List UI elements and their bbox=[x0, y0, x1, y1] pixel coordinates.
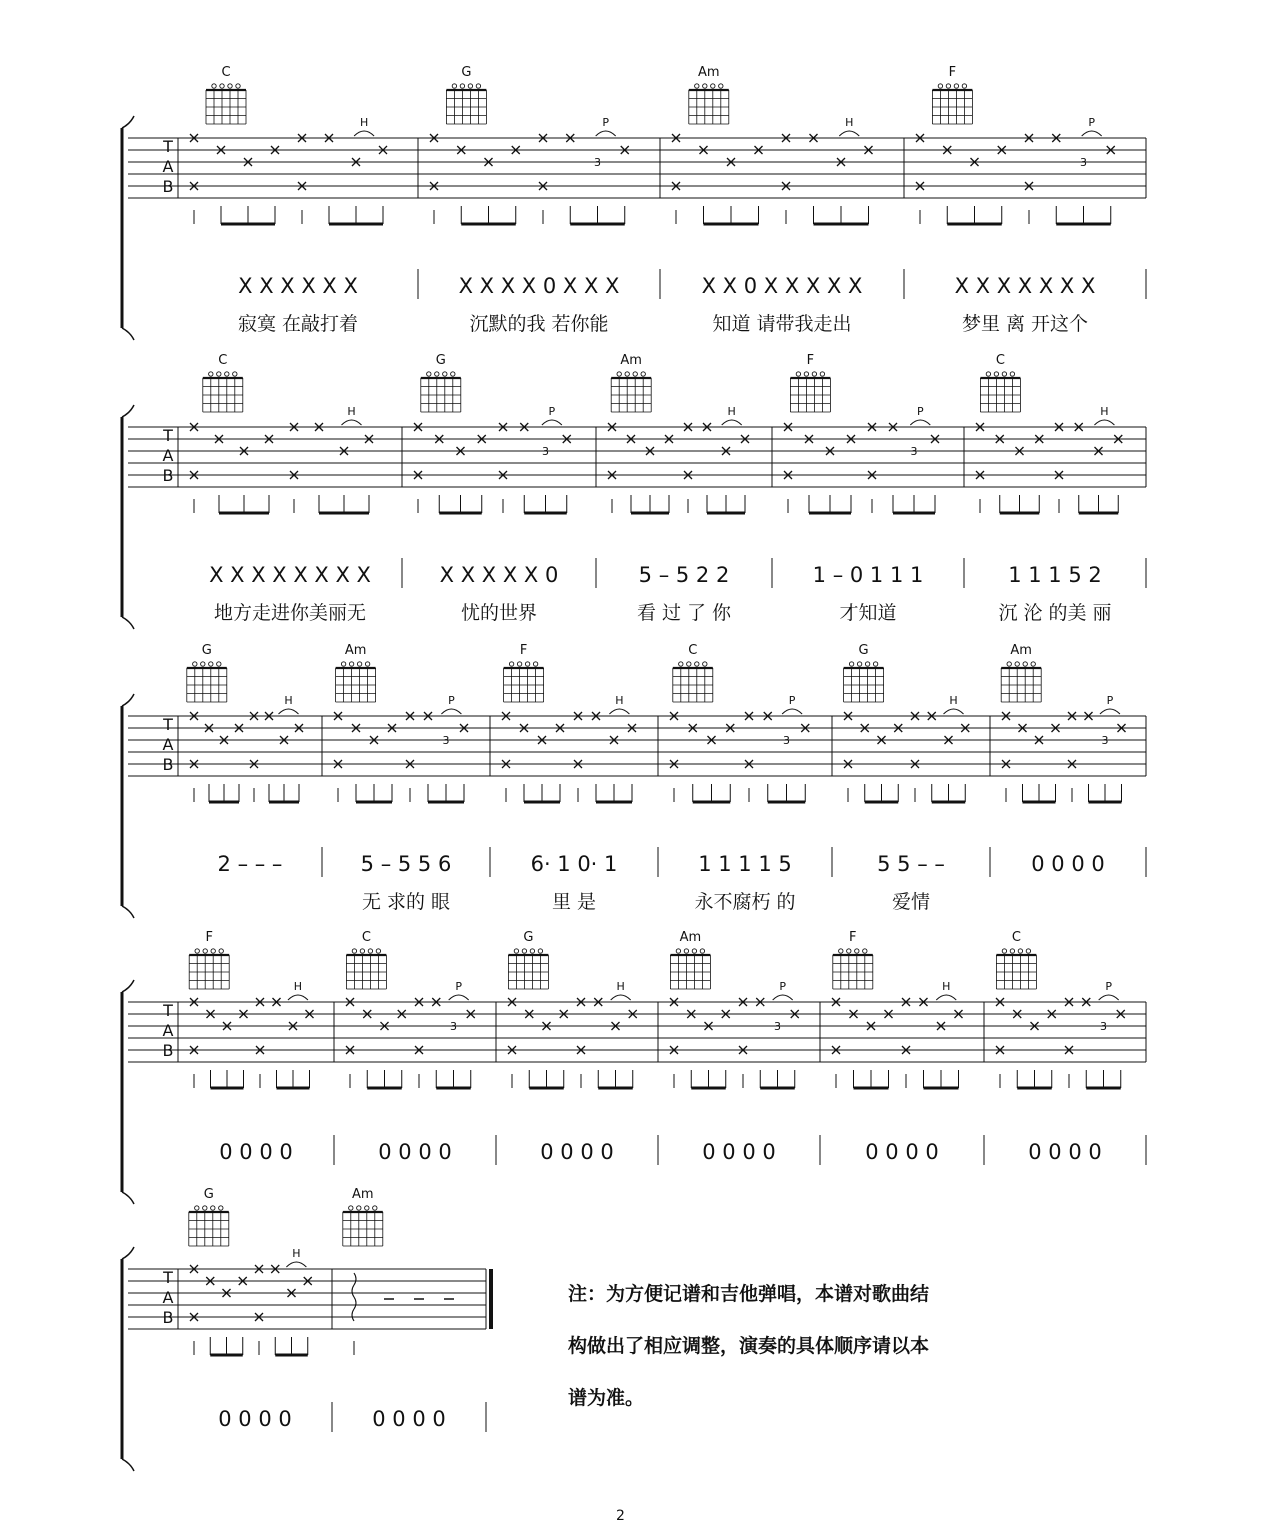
system-2-measure-5-technique: H bbox=[1100, 405, 1109, 418]
system-4-measure-3-chord-open-string bbox=[514, 949, 518, 953]
system-2-measure-1-technique: H bbox=[347, 405, 356, 418]
system-5-measure-1-chord-label: G bbox=[203, 1187, 214, 1202]
system-3-measure-4-technique: P bbox=[788, 694, 796, 707]
system-4-measure-1-chord-open-string bbox=[211, 949, 215, 953]
system-3-measure-1-chord-open-string bbox=[201, 662, 205, 666]
system-1-measure-4-chord-open-string bbox=[962, 84, 966, 88]
system-4-measure-1-chord-open-string bbox=[219, 949, 223, 953]
system-5-tab-clef-b: B bbox=[162, 1308, 174, 1327]
system-2-measure-4-chord-open-string bbox=[804, 372, 808, 376]
system-5-measure-2-arpeggio bbox=[352, 1273, 356, 1321]
system-2-measure-4-chord-open-string bbox=[796, 372, 800, 376]
system-3-measure-1-technique-arc bbox=[279, 709, 299, 714]
system-3-measure-3-lyrics: 里 是 bbox=[551, 891, 597, 913]
system-5-measure-2-chord-label: Am bbox=[352, 1187, 374, 1202]
system-2-measure-2-chord-open-string bbox=[427, 372, 431, 376]
system-1-measure-2-chord-open-string bbox=[460, 84, 464, 88]
system-3-tab-clef-t: T bbox=[163, 715, 173, 734]
system-3-measure-5-numbered: 5 5 – – bbox=[877, 852, 945, 876]
system-3-measure-2-chord-label: Am bbox=[344, 643, 367, 658]
system-1-measure-3-chord-open-string bbox=[719, 84, 723, 88]
system-3-measure-1-technique: H bbox=[284, 694, 293, 707]
system-4-measure-6-fret-number: 3 bbox=[1100, 1020, 1107, 1033]
system-1-measure-2-chord-open-string bbox=[468, 84, 472, 88]
system-2-tab-clef-b: B bbox=[162, 466, 174, 485]
system-2-measure-3-chord-open-string bbox=[625, 372, 629, 376]
system-5-tab-clef-t: T bbox=[163, 1268, 173, 1287]
system-3-measure-4-chord-open-string bbox=[703, 662, 707, 666]
system-1-tab-clef-t: T bbox=[163, 137, 173, 156]
system-1-measure-2-chord-label: G bbox=[461, 65, 472, 80]
system-3-measure-3-technique-arc bbox=[609, 709, 629, 714]
system-4-tab-clef-t: T bbox=[163, 1001, 173, 1020]
system-2-measure-5-technique-arc bbox=[1094, 420, 1114, 425]
system-4-measure-1-chord-open-string bbox=[203, 949, 207, 953]
system-2-measure-1-chord-open-string bbox=[209, 372, 213, 376]
system-4-measure-5-chord-open-string bbox=[839, 949, 843, 953]
system-4-measure-6-chord-open-string bbox=[1010, 949, 1014, 953]
system-5-measure-1-chord-open-string bbox=[219, 1206, 223, 1210]
system-3-measure-3-chord-open-string bbox=[517, 662, 521, 666]
note-line-3: 谱为准。 bbox=[568, 1387, 645, 1409]
system-4-measure-2-chord-open-string bbox=[360, 949, 364, 953]
system-3-measure-3-chord-open-string bbox=[525, 662, 529, 666]
system-3-measure-1-chord-open-string bbox=[217, 662, 221, 666]
system-1-tab-clef-a: A bbox=[162, 157, 174, 176]
system-3-measure-3-chord-open-string bbox=[533, 662, 537, 666]
system-4-measure-2-chord-label: C bbox=[361, 930, 371, 945]
system-1-measure-4-numbered: X X X X X X X bbox=[954, 274, 1096, 298]
system-2-measure-2-lyrics: 忧的世界 bbox=[460, 602, 538, 624]
system-4-measure-3-chord-open-string bbox=[538, 949, 542, 953]
system-1-measure-3-technique-arc bbox=[839, 131, 859, 136]
system-4-measure-6-numbered: 0 0 0 0 bbox=[1028, 1140, 1102, 1164]
system-1-measure-4-chord-label: F bbox=[948, 65, 957, 80]
system-2-measure-3-chord-open-string bbox=[641, 372, 645, 376]
system-2-measure-5-chord-open-string bbox=[1002, 372, 1006, 376]
system-4-measure-3-chord-open-string bbox=[530, 949, 534, 953]
system-3-measure-5-chord-label: G bbox=[858, 643, 869, 658]
system-2-measure-4-fret-number: 3 bbox=[910, 445, 918, 458]
system-2-measure-5-numbered: 1 1 1 5 2 bbox=[1008, 563, 1102, 587]
system-3-measure-5-chord-open-string bbox=[873, 662, 877, 666]
system-3-bracket-bottom bbox=[122, 906, 134, 918]
system-3-measure-3-chord-label: F bbox=[519, 643, 528, 658]
system-1-measure-2-chord-open-string bbox=[452, 84, 456, 88]
system-1-measure-2-technique: P bbox=[602, 116, 609, 129]
system-2-measure-2-chord-open-string bbox=[451, 372, 455, 376]
system-3-measure-4-chord-open-string bbox=[695, 662, 699, 666]
system-4-measure-1-numbered: 0 0 0 0 bbox=[219, 1140, 293, 1164]
note-line-1: 注：为方便记谱和吉他弹唱，本谱对歌曲结 bbox=[568, 1283, 930, 1305]
system-4-measure-2-chord-open-string bbox=[352, 949, 356, 953]
system-1-measure-3-chord-open-string bbox=[703, 84, 707, 88]
system-3-measure-1-chord-label: G bbox=[201, 643, 212, 658]
system-4-measure-3-numbered: 0 0 0 0 bbox=[540, 1140, 614, 1164]
system-4-measure-6-chord-open-string bbox=[1002, 949, 1006, 953]
system-2-measure-5-lyrics: 沉 沦 的美 丽 bbox=[998, 602, 1112, 624]
system-2-bracket-bottom bbox=[122, 617, 134, 629]
system-2-measure-2-chord-open-string bbox=[435, 372, 439, 376]
system-1-measure-1-lyrics: 寂寞 在敲打着 bbox=[237, 313, 359, 335]
system-4-measure-1-chord-open-string bbox=[195, 949, 199, 953]
system-2-measure-4-technique-arc bbox=[910, 420, 930, 425]
system-4-measure-2-chord-open-string bbox=[376, 949, 380, 953]
system-1-measure-1-chord-open-string bbox=[236, 84, 240, 88]
system-3-measure-6-chord-label: Am bbox=[1010, 643, 1032, 658]
system-1-measure-2-fret-number: 3 bbox=[594, 156, 601, 169]
system-1-measure-1-chord-open-string bbox=[212, 84, 216, 88]
system-3-measure-6-fret-number: 3 bbox=[1101, 734, 1109, 747]
system-3-measure-2-lyrics: 无 求的 眼 bbox=[361, 891, 451, 913]
system-2-measure-2-technique: P bbox=[548, 405, 556, 418]
system-2-measure-5-chord-open-string bbox=[1010, 372, 1014, 376]
system-4-measure-4-chord-open-string bbox=[692, 949, 696, 953]
system-3-measure-2-chord-open-string bbox=[349, 662, 353, 666]
system-3-measure-6-chord-open-string bbox=[1007, 662, 1011, 666]
system-2-measure-1-chord-open-string bbox=[217, 372, 221, 376]
system-2-measure-3-numbered: 5 – 5 2 2 bbox=[638, 563, 730, 587]
system-3-measure-2-chord-open-string bbox=[357, 662, 361, 666]
system-3-measure-5-chord-open-string bbox=[865, 662, 869, 666]
system-2-measure-3-chord-open-string bbox=[633, 372, 637, 376]
system-3-measure-4-technique-arc bbox=[782, 709, 802, 714]
system-3-measure-6-numbered: 0 0 0 0 bbox=[1031, 852, 1105, 876]
system-4-measure-1-technique: H bbox=[293, 980, 303, 993]
system-2-measure-4-chord-label: F bbox=[806, 353, 815, 368]
system-2-tab-clef-a: A bbox=[162, 446, 174, 465]
system-5-measure-1-numbered: 0 0 0 0 bbox=[218, 1407, 292, 1431]
system-3-measure-2-numbered: 5 – 5 5 6 bbox=[360, 852, 452, 876]
system-3-measure-1-chord-open-string bbox=[209, 662, 213, 666]
system-4-measure-2-technique-arc bbox=[449, 995, 469, 1000]
system-3-measure-6-chord-open-string bbox=[1031, 662, 1035, 666]
system-4-measure-5-chord-label: F bbox=[849, 930, 857, 945]
system-1-tab-clef-b: B bbox=[162, 177, 174, 196]
system-4-measure-2-technique: P bbox=[455, 980, 462, 993]
system-3-measure-2-fret-number: 3 bbox=[442, 734, 450, 747]
system-2-measure-4-lyrics: 才知道 bbox=[839, 602, 897, 624]
system-4-measure-4-chord-open-string bbox=[700, 949, 704, 953]
system-3-measure-4-lyrics: 永不腐朽 的 bbox=[694, 891, 796, 913]
system-3-measure-2-chord-open-string bbox=[341, 662, 345, 666]
system-1-measure-4-technique: P bbox=[1088, 116, 1095, 129]
system-4-measure-4-chord-open-string bbox=[684, 949, 688, 953]
system-3-tab-clef-b: B bbox=[162, 755, 174, 774]
system-4-bracket-bottom bbox=[122, 1192, 134, 1204]
system-3-tab-clef-a: A bbox=[162, 735, 174, 754]
system-1-measure-2-chord-open-string bbox=[476, 84, 480, 88]
system-3-measure-6-chord-open-string bbox=[1015, 662, 1019, 666]
system-2-measure-5-chord-open-string bbox=[994, 372, 998, 376]
system-1-measure-1-chord-open-string bbox=[220, 84, 224, 88]
system-4-measure-4-fret-number: 3 bbox=[774, 1020, 781, 1033]
system-5-measure-1-chord-open-string bbox=[195, 1206, 199, 1210]
system-5-measure-1-technique-arc bbox=[286, 1262, 306, 1267]
system-3-measure-5-technique-arc bbox=[944, 709, 964, 714]
system-4-measure-6-chord-open-string bbox=[1018, 949, 1022, 953]
system-4-measure-4-numbered: 0 0 0 0 bbox=[702, 1140, 776, 1164]
system-4-measure-5-chord-open-string bbox=[847, 949, 851, 953]
system-4-tab-clef-a: A bbox=[162, 1021, 174, 1040]
system-1-measure-1-numbered: X X X X X X bbox=[238, 274, 358, 298]
system-1-measure-3-chord-label: Am bbox=[698, 65, 720, 80]
system-3-measure-4-chord-open-string bbox=[687, 662, 691, 666]
system-2-bracket-top bbox=[122, 405, 134, 417]
system-2-measure-2-numbered: X X X X X 0 bbox=[439, 563, 559, 587]
system-3-measure-1-chord-open-string bbox=[193, 662, 197, 666]
system-1-measure-4-chord-open-string bbox=[946, 84, 950, 88]
system-1-measure-4-fret-number: 3 bbox=[1080, 156, 1087, 169]
system-1-measure-3-technique: H bbox=[845, 116, 854, 129]
system-2-measure-1-lyrics: 地方走进你美丽无 bbox=[213, 602, 367, 624]
system-3-measure-6-technique-arc bbox=[1100, 709, 1120, 714]
system-3-measure-4-chord-open-string bbox=[679, 662, 683, 666]
system-5-measure-2-chord-open-string bbox=[365, 1206, 369, 1210]
system-1-bracket-top bbox=[122, 116, 134, 128]
system-4-measure-4-technique: P bbox=[779, 980, 786, 993]
system-5-measure-2-chord-open-string bbox=[357, 1206, 361, 1210]
system-1-measure-4-chord-open-string bbox=[954, 84, 958, 88]
system-4-measure-5-technique-arc bbox=[936, 995, 956, 1000]
system-4-measure-6-technique: P bbox=[1105, 980, 1112, 993]
system-2-measure-2-chord-label: G bbox=[435, 353, 446, 368]
system-2-measure-4-chord-open-string bbox=[812, 372, 816, 376]
system-2-measure-1-chord-open-string bbox=[233, 372, 237, 376]
system-3-measure-5-technique: H bbox=[949, 694, 958, 707]
system-4-measure-3-chord-label: G bbox=[523, 930, 534, 945]
system-4-measure-1-chord-label: F bbox=[205, 930, 213, 945]
system-1-measure-1-chord-label: C bbox=[221, 65, 231, 80]
system-4-measure-1-technique-arc bbox=[288, 995, 308, 1000]
system-4-measure-5-technique: H bbox=[942, 980, 951, 993]
system-2-measure-1-numbered: X X X X X X X X bbox=[209, 563, 371, 587]
system-1-measure-4-technique-arc bbox=[1082, 131, 1102, 136]
system-5-measure-2-numbered: 0 0 0 0 bbox=[372, 1407, 446, 1431]
system-5-measure-1-chord-open-string bbox=[211, 1206, 215, 1210]
system-3-measure-5-chord-open-string bbox=[849, 662, 853, 666]
system-1-measure-4-lyrics: 梦里 离 开这个 bbox=[961, 313, 1089, 335]
system-4-measure-5-numbered: 0 0 0 0 bbox=[865, 1140, 939, 1164]
system-3-measure-2-technique-arc bbox=[441, 709, 461, 714]
system-4-measure-3-technique: H bbox=[616, 980, 625, 993]
system-1-measure-2-technique-arc bbox=[596, 131, 616, 136]
system-4-tab-clef-b: B bbox=[162, 1041, 174, 1060]
page-number: 2 bbox=[616, 1508, 625, 1524]
system-3-measure-2-technique: P bbox=[448, 694, 455, 707]
system-2-measure-1-chord-label: C bbox=[218, 353, 228, 368]
system-4-bracket-top bbox=[122, 980, 134, 992]
system-2-measure-1-chord-open-string bbox=[225, 372, 229, 376]
system-5-bracket-top bbox=[122, 1247, 134, 1259]
system-4-measure-6-chord-label: C bbox=[1011, 930, 1021, 945]
system-1-measure-1-technique: H bbox=[359, 116, 369, 129]
system-3-measure-6-technique: P bbox=[1106, 694, 1114, 707]
system-5-bracket-bottom bbox=[122, 1459, 134, 1471]
system-4-measure-5-chord-open-string bbox=[863, 949, 867, 953]
system-1-measure-4-chord-open-string bbox=[938, 84, 942, 88]
system-4-measure-3-chord-open-string bbox=[522, 949, 526, 953]
system-3-measure-4-chord-label: C bbox=[688, 643, 698, 658]
system-2-measure-3-lyrics: 看 过 了 你 bbox=[636, 602, 732, 624]
system-4-measure-2-chord-open-string bbox=[368, 949, 372, 953]
system-1-measure-3-numbered: X X 0 X X X X X bbox=[701, 274, 863, 298]
system-5-measure-1-chord-open-string bbox=[203, 1206, 207, 1210]
system-4-measure-3-technique-arc bbox=[611, 995, 631, 1000]
system-3-measure-5-lyrics: 爱情 bbox=[891, 891, 931, 913]
system-3-measure-6-chord-open-string bbox=[1023, 662, 1027, 666]
system-5-measure-2-chord-open-string bbox=[349, 1206, 353, 1210]
system-1-measure-1-chord-open-string bbox=[228, 84, 232, 88]
system-3-measure-4-fret-number: 3 bbox=[783, 734, 790, 747]
system-4-measure-4-technique-arc bbox=[773, 995, 793, 1000]
system-1-measure-2-numbered: X X X X 0 X X X bbox=[458, 274, 620, 298]
system-3-measure-3-chord-open-string bbox=[509, 662, 513, 666]
system-2-measure-5-chord-label: C bbox=[995, 353, 1005, 368]
system-4-measure-4-chord-label: Am bbox=[679, 930, 702, 945]
system-4-measure-6-chord-open-string bbox=[1026, 949, 1030, 953]
system-1-measure-1-technique-arc bbox=[354, 131, 374, 136]
system-5-measure-2-chord-open-string bbox=[373, 1206, 377, 1210]
note-line-2: 构做出了相应调整，演奏的具体顺序请以本 bbox=[568, 1335, 930, 1357]
system-3-bracket-top bbox=[122, 694, 134, 706]
system-5-tab-clef-a: A bbox=[162, 1288, 174, 1307]
system-1-measure-3-chord-open-string bbox=[711, 84, 715, 88]
system-2-measure-4-numbered: 1 – 0 1 1 1 bbox=[812, 563, 924, 587]
system-2-measure-5-chord-open-string bbox=[986, 372, 990, 376]
system-2-measure-2-chord-open-string bbox=[443, 372, 447, 376]
system-3-measure-5-chord-open-string bbox=[857, 662, 861, 666]
arrangement-note bbox=[568, 1268, 1128, 1424]
system-1-measure-3-lyrics: 知道 请带我走出 bbox=[712, 313, 852, 335]
system-2-measure-2-technique-arc bbox=[542, 420, 562, 425]
system-3-measure-3-numbered: 6· 1 0· 1 bbox=[530, 852, 618, 876]
system-4-measure-5-chord-open-string bbox=[855, 949, 859, 953]
system-2-measure-1-technique-arc bbox=[342, 420, 362, 425]
system-3-measure-4-numbered: 1 1 1 1 5 bbox=[698, 852, 792, 876]
system-3-measure-3-technique: H bbox=[615, 694, 624, 707]
system-2-tab-clef-t: T bbox=[163, 426, 173, 445]
system-1-measure-3-chord-open-string bbox=[695, 84, 699, 88]
system-4-measure-6-technique-arc bbox=[1099, 995, 1119, 1000]
system-2-measure-2-fret-number: 3 bbox=[542, 445, 549, 458]
system-2-measure-4-technique: P bbox=[916, 405, 924, 418]
system-5-measure-1-technique: H bbox=[292, 1247, 301, 1260]
system-3-measure-1-numbered: 2 – – – bbox=[217, 852, 283, 876]
system-1-measure-2-lyrics: 沉默的我 若你能 bbox=[469, 313, 609, 335]
system-4-measure-2-numbered: 0 0 0 0 bbox=[378, 1140, 452, 1164]
system-2-measure-3-technique: H bbox=[727, 405, 736, 418]
system-2-measure-3-chord-open-string bbox=[617, 372, 621, 376]
system-2-measure-3-technique-arc bbox=[722, 420, 742, 425]
system-2-measure-3-chord-label: Am bbox=[620, 353, 642, 368]
system-4-measure-2-fret-number: 3 bbox=[450, 1020, 457, 1033]
system-3-measure-2-chord-open-string bbox=[365, 662, 369, 666]
system-2-measure-4-chord-open-string bbox=[820, 372, 824, 376]
system-1-bracket-bottom bbox=[122, 328, 134, 340]
system-4-measure-4-chord-open-string bbox=[676, 949, 680, 953]
